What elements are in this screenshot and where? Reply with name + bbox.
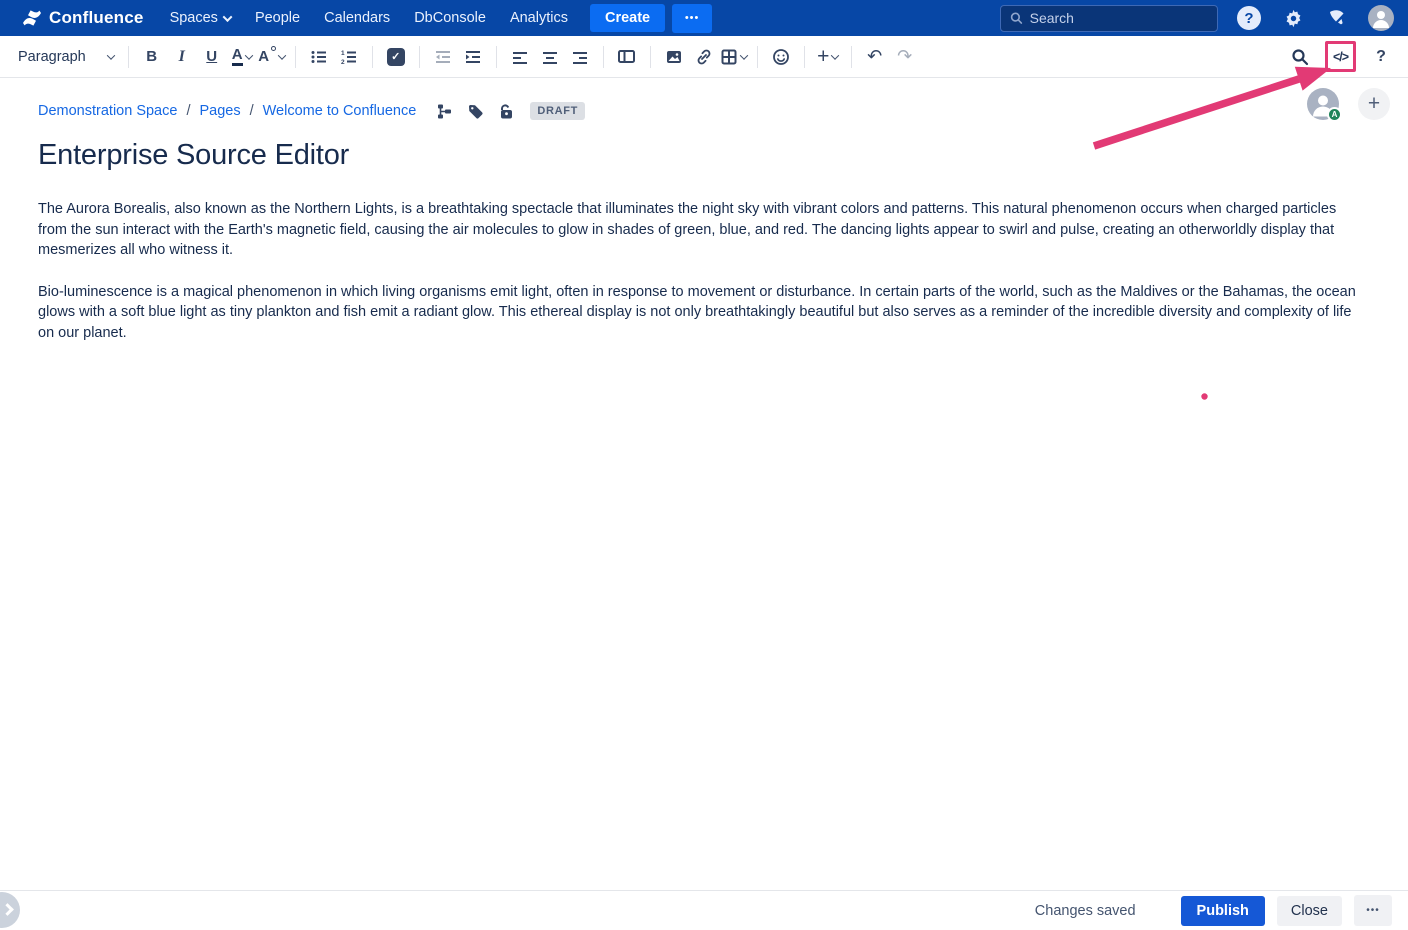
confluence-logo-icon (22, 8, 42, 28)
search-box[interactable] (1000, 5, 1218, 32)
breadcrumb-separator: / (249, 103, 254, 119)
collaborator-avatar[interactable] (1307, 88, 1339, 120)
page-layout-button[interactable] (612, 42, 642, 72)
toolbar-divider (419, 46, 420, 68)
anonymous-badge: A (1327, 107, 1342, 122)
editor-footer-bar (0, 890, 1408, 930)
nav-right-group (1000, 5, 1394, 32)
breadcrumb-link-parent-page[interactable]: Welcome to Confluence (262, 103, 417, 119)
page-tree-icon (436, 103, 453, 120)
numbered-list-icon (340, 48, 358, 66)
task-list-button[interactable] (381, 42, 411, 72)
find-icon (1291, 48, 1309, 66)
help-button[interactable] (1236, 5, 1262, 31)
align-right-button[interactable] (565, 42, 595, 72)
toolbar-divider (650, 46, 651, 68)
indent-button[interactable] (458, 42, 488, 72)
align-center-icon (541, 48, 559, 66)
toolbar-divider (851, 46, 852, 68)
question-mark-icon: ? (1376, 47, 1386, 65)
page-tree-location-button[interactable] (433, 100, 455, 122)
notifications-button[interactable] (1324, 5, 1350, 31)
task-checkbox-icon: ✓ (387, 48, 405, 66)
link-icon (695, 48, 713, 66)
save-status-text: Changes saved (1034, 902, 1136, 919)
insert-more-button[interactable] (813, 42, 843, 72)
editor-toolbar (0, 36, 1408, 78)
search-input[interactable] (1030, 10, 1208, 26)
bullet-list-button[interactable] (304, 42, 334, 72)
nav-item-calendars[interactable] (312, 0, 402, 36)
search-icon (1010, 11, 1023, 25)
page-title[interactable]: Enterprise Source Editor (38, 139, 350, 171)
undo-icon: ↶ (867, 46, 883, 66)
svg-text:2: 2 (340, 58, 345, 66)
nav-more-button[interactable]: ••• (672, 4, 712, 33)
toolbar-divider (496, 46, 497, 68)
text-style-value: Paragraph (18, 48, 86, 65)
text-color-button[interactable] (227, 42, 257, 72)
chevron-down-icon (244, 51, 252, 59)
nav-item-spaces[interactable] (158, 0, 243, 36)
plus-icon: + (1367, 92, 1381, 115)
bold-icon: B (146, 48, 158, 65)
image-icon (665, 48, 683, 66)
help-icon: ? (1237, 6, 1261, 30)
toolbar-divider (128, 46, 129, 68)
top-navigation-bar (0, 0, 1408, 36)
underline-button[interactable] (197, 42, 227, 72)
labels-button[interactable] (464, 100, 486, 122)
brand-name: Confluence (49, 8, 144, 27)
breadcrumb-link-pages[interactable]: Pages (199, 103, 241, 119)
invite-button[interactable] (1358, 88, 1390, 120)
chevron-down-icon (222, 12, 232, 22)
footer-more-button[interactable]: ••• (1354, 895, 1392, 926)
label-tag-icon (467, 103, 484, 120)
insert-link-button[interactable] (689, 42, 719, 72)
confluence-logo[interactable] (22, 8, 144, 28)
breadcrumb (38, 100, 1408, 122)
nav-item-people[interactable] (243, 0, 312, 36)
body-paragraph-1[interactable]: The Aurora Borealis, also known as the Northern Lights, is a breathtaking spectacle that illuminates the night sky with vibrant colors and patterns. This natural phenomenon occurs when charged particles from the sun interact with the Earth's magnetic field, causing the air molecules to glow in shades of green, blue, and red. The dancing lights appear to swirl and pulse, creating an otherworldly display that mesmerizes all who witness it. (38, 201, 1337, 258)
settings-button[interactable] (1280, 5, 1306, 31)
align-left-button[interactable] (505, 42, 535, 72)
table-icon (720, 48, 738, 66)
gear-icon (1283, 8, 1304, 29)
expand-sidebar-button[interactable] (0, 892, 20, 928)
chevron-right-icon (1, 903, 14, 916)
chevron-down-icon (278, 51, 286, 59)
chevron-down-icon (106, 51, 114, 59)
nav-item-label: People (254, 10, 301, 26)
underline-icon: U (206, 48, 218, 65)
status-badge: DRAFT (530, 102, 585, 120)
notifications-icon (1327, 8, 1347, 28)
page-layout-icon (617, 47, 636, 66)
more-formatting-icon: A (258, 48, 270, 65)
bullet-list-icon (310, 48, 328, 66)
toolbar-divider (804, 46, 805, 68)
outdent-icon (434, 48, 452, 66)
nav-item-label: DbConsole (414, 10, 486, 26)
align-left-icon (511, 48, 529, 66)
toolbar-divider (757, 46, 758, 68)
redo-icon: ↷ (897, 46, 913, 66)
breadcrumb-link-space[interactable]: Demonstration Space (38, 103, 178, 119)
nav-item-label: Calendars (324, 10, 391, 26)
align-center-button[interactable] (535, 42, 565, 72)
source-editor-button[interactable] (1325, 41, 1356, 72)
breadcrumb-separator: / (186, 103, 191, 119)
toolbar-divider (603, 46, 604, 68)
toolbar-right-group (1285, 41, 1396, 72)
plus-icon: + (817, 44, 830, 68)
body-paragraph-2[interactable]: Bio-luminescence is a magical phenomenon in which living organisms emit light, often in response to movement or disturbance. In certain parts of the world, such as the Maldives or the Bahamas, the ocean glows with a soft blue light as tiny plankton and fish emit a radiant glow. This ethereal display is not only breathtakingly beautiful but also serves as a reminder of the incredible diversity and complexity of life on our planet. (38, 283, 1356, 341)
editor-content-area[interactable] (0, 79, 1408, 890)
create-button[interactable]: Create (590, 4, 665, 32)
indent-icon (464, 48, 482, 66)
text-color-icon: A (232, 47, 243, 66)
find-replace-button[interactable] (1285, 42, 1315, 72)
chevron-down-icon (740, 51, 748, 59)
chevron-down-icon (831, 51, 839, 59)
toolbar-divider (295, 46, 296, 68)
unlock-icon (498, 103, 515, 120)
nav-item-analytics[interactable] (498, 0, 580, 36)
redo-button (890, 42, 920, 72)
numbered-list-button[interactable] (334, 42, 364, 72)
italic-icon: I (178, 47, 185, 65)
insert-image-button[interactable] (659, 42, 689, 72)
undo-button[interactable] (860, 42, 890, 72)
profile-button[interactable] (1368, 5, 1394, 31)
user-avatar-icon (1368, 5, 1394, 31)
insert-table-button[interactable] (719, 42, 749, 72)
restrictions-button[interactable] (495, 100, 517, 122)
svg-text:1: 1 (340, 49, 345, 57)
outdent-button (428, 42, 458, 72)
bold-button[interactable] (137, 42, 167, 72)
text-style-select[interactable] (12, 49, 120, 65)
emoji-button[interactable] (766, 42, 796, 72)
nav-item-label: Analytics (509, 10, 568, 26)
nav-item-dbconsole[interactable] (402, 0, 498, 36)
formatting-ring-icon (271, 46, 276, 51)
nav-item-label: Spaces (169, 10, 218, 26)
publish-button[interactable]: Publish (1181, 896, 1265, 926)
align-right-icon (571, 48, 589, 66)
editor-help-button[interactable] (1366, 42, 1396, 72)
source-code-icon: </> (1332, 49, 1349, 64)
italic-button[interactable] (167, 42, 197, 72)
more-formatting-button[interactable] (257, 42, 287, 72)
toolbar-divider (372, 46, 373, 68)
close-button[interactable]: Close (1277, 896, 1342, 926)
emoji-icon (772, 48, 790, 66)
